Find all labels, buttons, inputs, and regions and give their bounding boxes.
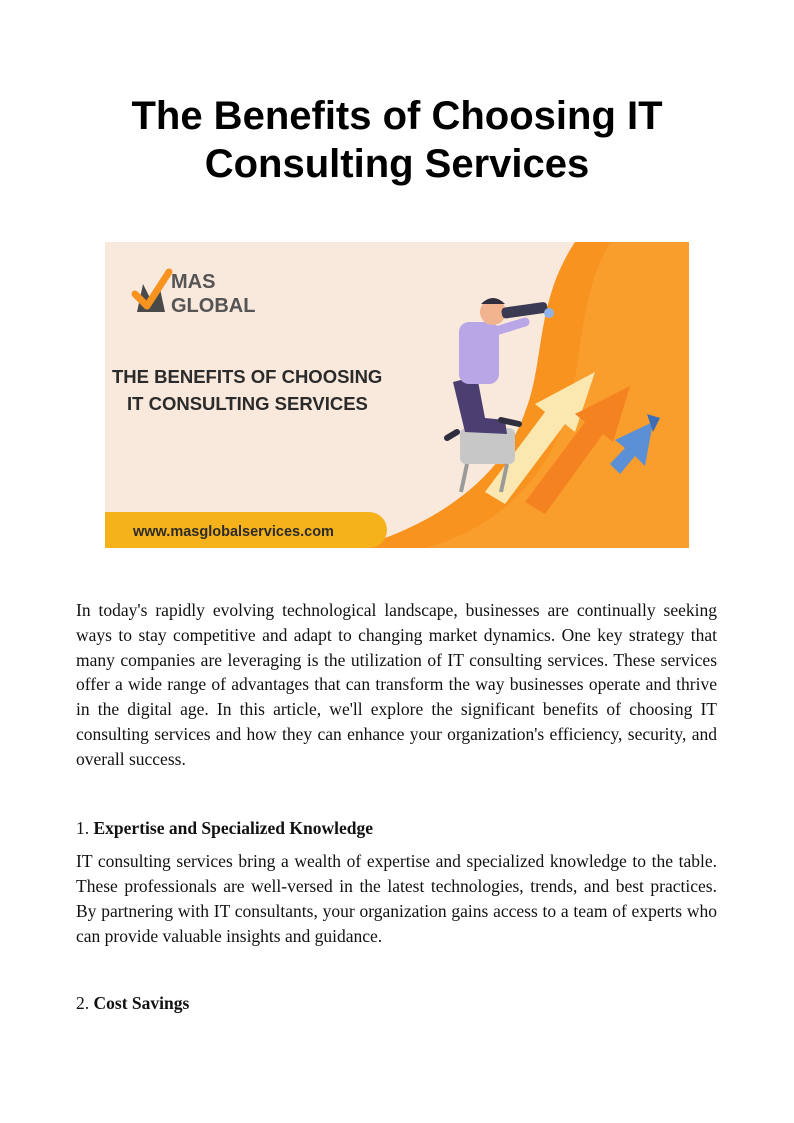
section-1-number: 1. — [76, 818, 90, 838]
section-1-body: IT consulting services bring a wealth of expertise and specialized knowledge to the table. These professionals are well-versed in the latest technologies, trends, and best practices. By partnering with IT consultants, your organization gains access to a team of experts who can provide valuable insights and guidance. — [76, 851, 717, 946]
section-2-title: Cost Savings — [93, 993, 190, 1013]
section-2-number: 2. — [76, 993, 90, 1013]
logo-text-global: GLOBAL — [171, 295, 256, 317]
section-2-heading — [76, 991, 717, 1015]
website-url: www.masglobalservices.com — [133, 524, 334, 540]
banner-headline-line2: IT CONSULTING SERVICES — [127, 393, 368, 414]
section-1-title: Expertise and Specialized Knowledge — [93, 818, 374, 838]
section-1-heading — [76, 816, 717, 840]
hero-banner-image — [105, 242, 689, 548]
intro-paragraph: In today's rapidly evolving technological landscape, businesses are continually seeking ways to stay competitive and adapt to changing market dynamics. One key strategy that many companies are leveraging is the utilization of IT consulting services. These services offer a wide range of advantages that can transform the way businesses operate and thrive in the digital age. In this article, we'll explore the significant benefits of choosing IT consulting services and how they can enhance your organization's efficiency, security, and overall success. — [76, 600, 717, 769]
page-title: The Benefits of Choosing IT Consulting Services — [131, 94, 663, 186]
logo-text-mas: MAS — [171, 271, 216, 293]
banner-headline-line1: THE BENEFITS OF CHOOSING — [112, 366, 383, 387]
